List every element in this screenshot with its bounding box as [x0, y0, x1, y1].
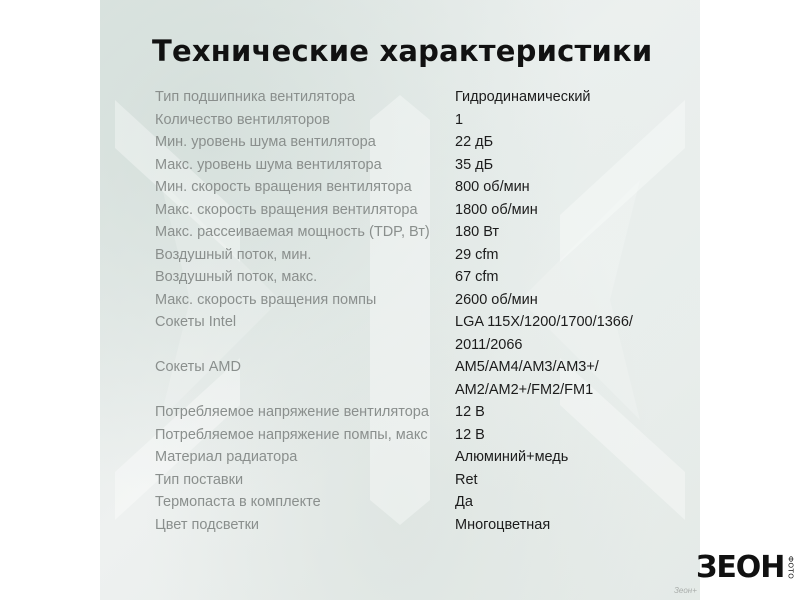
spec-label: Тип подшипника вентилятора	[155, 89, 356, 105]
spec-value: 1	[455, 111, 464, 128]
spec-table	[155, 86, 675, 536]
spec-row	[155, 446, 675, 469]
spec-label: Сокеты AMD	[155, 359, 241, 375]
spec-label: Потребляемое напряжение вентилятора	[155, 404, 429, 420]
spec-label: Мин. скорость вращения вентилятора	[155, 179, 412, 195]
spec-card	[100, 0, 795, 600]
spec-row	[155, 266, 675, 289]
spec-label: Термопаста в комплекте	[155, 494, 321, 510]
spec-row	[155, 311, 675, 356]
spec-label: Воздушный поток, макс.	[155, 269, 318, 285]
spec-label: Цвет подсветки	[155, 516, 260, 533]
spec-value: Да	[455, 494, 473, 510]
spec-value: 180 Вт	[455, 224, 500, 240]
spec-value: 800 об/мин	[455, 179, 530, 195]
spec-label: Макс. рассеиваемая мощность (TDP, Вт)	[155, 224, 430, 240]
spec-row	[155, 356, 675, 401]
spec-label: Макс. уровень шума вентилятора	[155, 156, 382, 173]
spec-value: 29 cfm	[455, 246, 499, 263]
spec-value: 67 cfm	[455, 269, 499, 285]
spec-row	[155, 491, 675, 514]
spec-label: Количество вентиляторов	[155, 111, 330, 128]
spec-value: Ret	[455, 471, 478, 488]
spec-row	[155, 401, 675, 424]
spec-value: AM5/AM4/AM3/AM3+/ AM2/AM2+/FM2/FM1	[455, 359, 599, 398]
spec-row	[155, 469, 675, 492]
spec-label: Сокеты Intel	[155, 314, 237, 330]
page-title: Технические характеристики	[152, 34, 653, 68]
spec-label: Тип поставки	[155, 471, 244, 488]
spec-label: Мин. уровень шума вентилятора	[155, 134, 376, 150]
spec-value: 35 дБ	[455, 156, 494, 173]
spec-label: Макс. скорость вращения помпы	[155, 291, 377, 308]
spec-row	[155, 244, 675, 267]
spec-value: Гидродинамический	[455, 89, 591, 105]
spec-value: Многоцветная	[455, 516, 551, 533]
spec-value: 1800 об/мин	[455, 201, 538, 218]
spec-row	[155, 424, 675, 447]
spec-value: 2600 об/мин	[455, 291, 538, 308]
spec-label: Макс. скорость вращения вентилятора	[155, 201, 418, 218]
spec-value: 12 В	[455, 426, 485, 443]
brand-logo	[696, 550, 795, 585]
spec-row	[155, 514, 675, 537]
spec-row	[155, 109, 675, 132]
logo-side-text: ФОТО	[786, 556, 795, 580]
spec-row	[155, 221, 675, 244]
spec-row	[155, 199, 675, 222]
spec-value: LGA 115X/1200/1700/1366/ 2011/2066	[455, 314, 633, 353]
spec-row	[155, 86, 675, 109]
spec-row	[155, 289, 675, 312]
spec-label: Потребляемое напряжение помпы, макс	[155, 426, 428, 443]
logo-text: ЗЕОН	[696, 550, 785, 585]
watermark-caption: Зеон+	[674, 586, 697, 595]
spec-value: 22 дБ	[455, 134, 494, 150]
spec-value: 12 В	[455, 404, 485, 420]
spec-row	[155, 154, 675, 177]
spec-value: Алюминий+медь	[455, 449, 569, 465]
spec-label: Воздушный поток, мин.	[155, 246, 312, 263]
spec-row	[155, 131, 675, 154]
spec-label: Материал радиатора	[155, 449, 298, 465]
spec-row	[155, 176, 675, 199]
